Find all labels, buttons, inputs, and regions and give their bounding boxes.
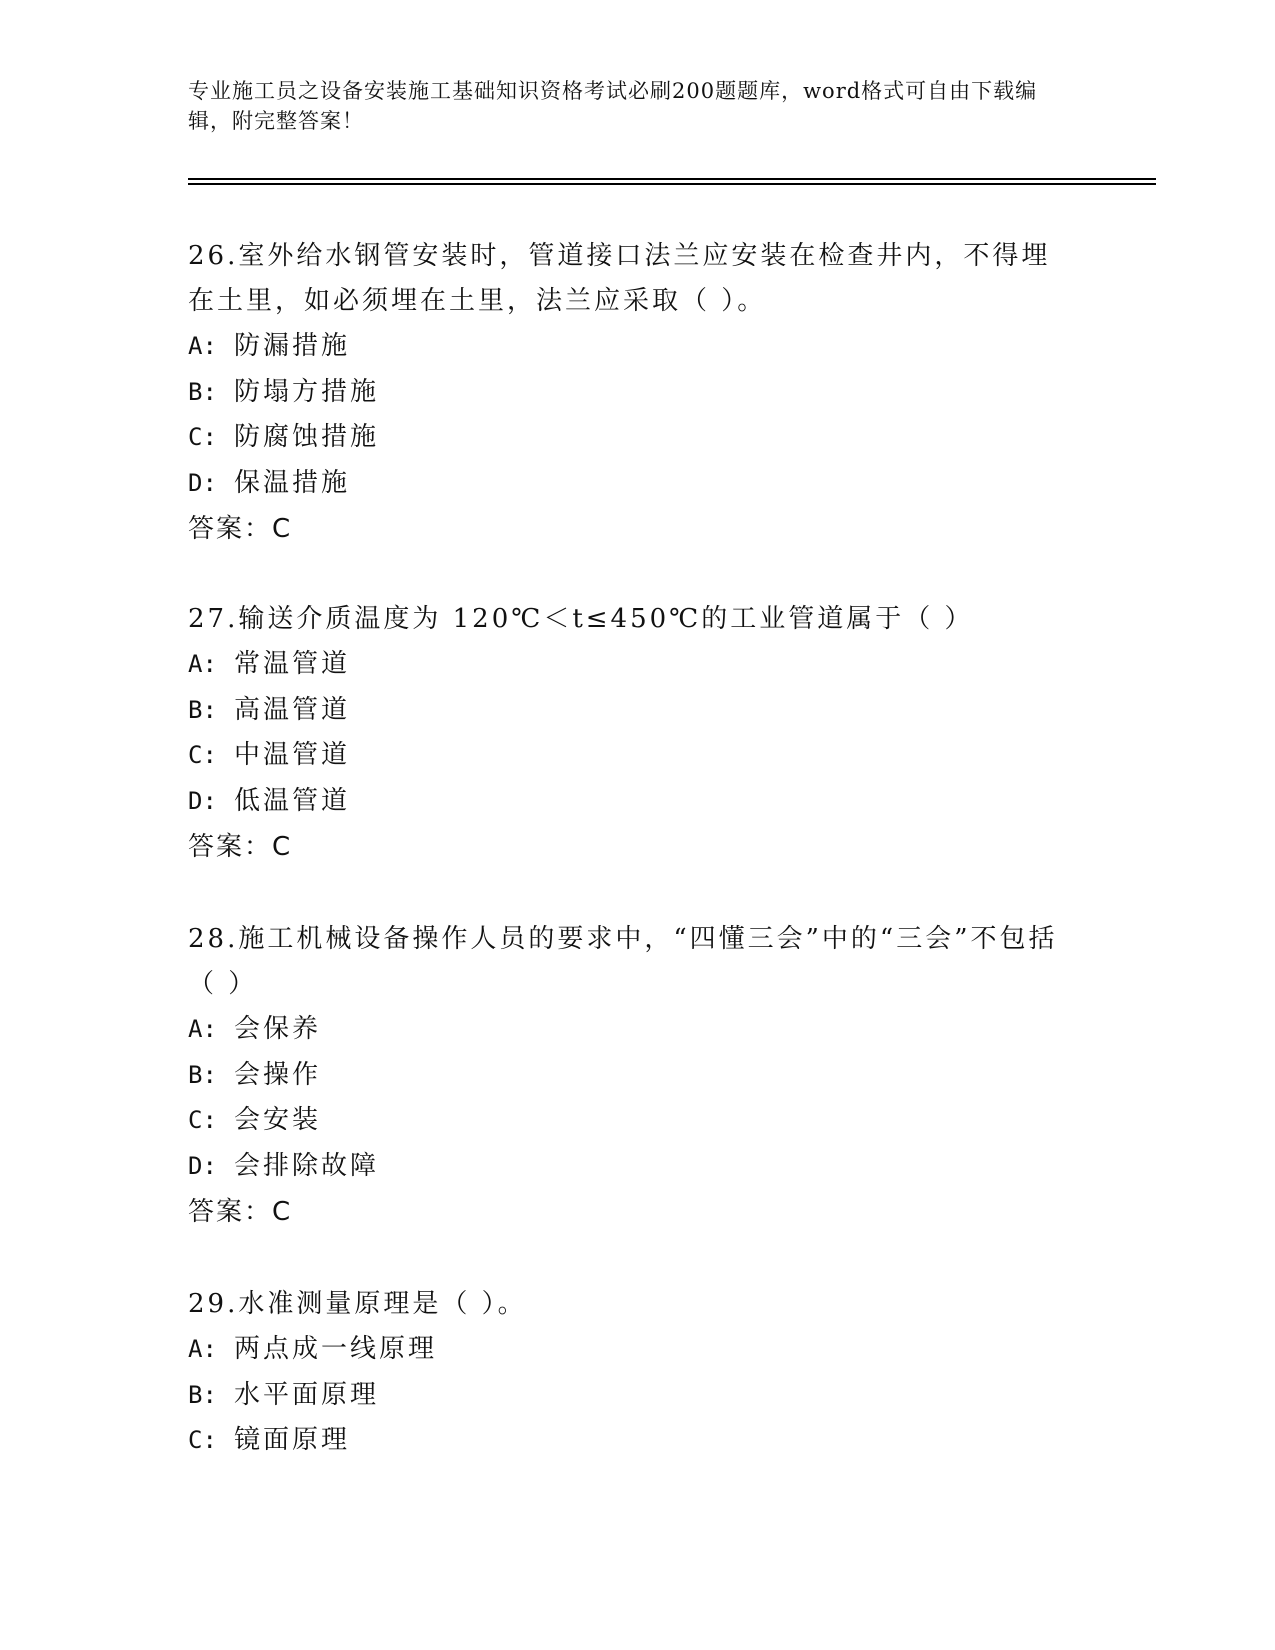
- option-text: 会排除故障: [234, 1150, 380, 1181]
- option-key: B:: [188, 377, 217, 406]
- option-key: A:: [188, 1015, 217, 1043]
- option-a: [188, 1327, 1068, 1373]
- question-28: [188, 917, 1068, 1235]
- option-text: 会安装: [234, 1105, 322, 1135]
- option-d: [188, 461, 1068, 507]
- option-d: [188, 779, 1068, 825]
- option-c: [188, 1098, 1068, 1144]
- header-divider-bottom: [188, 183, 1156, 185]
- option-d: [188, 1144, 1068, 1190]
- option-text: 低温管道: [234, 785, 351, 816]
- option-text: 常温管道: [234, 649, 351, 679]
- option-text: 镜面原理: [234, 1425, 351, 1455]
- option-b: [188, 1373, 1068, 1419]
- option-key: B:: [188, 1060, 217, 1089]
- option-key: B:: [188, 1380, 217, 1409]
- header-divider-top: [188, 178, 1156, 180]
- option-key: D:: [188, 468, 217, 497]
- option-b: [188, 370, 1068, 416]
- answer-line: 答案：C: [188, 1197, 293, 1227]
- option-text: 两点成一线原理: [234, 1334, 438, 1364]
- question-26: [188, 234, 1068, 552]
- answer-line: 答案：C: [188, 514, 293, 544]
- option-text: 中温管道: [234, 740, 351, 770]
- question-stem: 29.水准测量原理是（ ）。: [188, 1289, 527, 1319]
- answer-line: 答案：C: [188, 832, 293, 862]
- option-key: A:: [188, 650, 217, 678]
- question-stem: 28.施工机械设备操作人员的要求中，“四懂三会”中的“三会”不包括（ ）: [188, 924, 1058, 999]
- option-c: [188, 415, 1068, 461]
- question-27: [188, 597, 1068, 870]
- option-key: C:: [188, 741, 217, 769]
- option-a: [188, 1007, 1068, 1053]
- option-text: 高温管道: [234, 694, 351, 725]
- question-29: [188, 1282, 1068, 1464]
- option-b: [188, 1053, 1068, 1099]
- question-stem: 26.室外给水钢管安装时，管道接口法兰应安装在检查井内，不得埋在土里，如必须埋在土里，法兰应采取（ ）。: [188, 241, 1051, 316]
- option-key: C:: [188, 1426, 217, 1454]
- option-a: [188, 324, 1068, 370]
- document-header: 专业施工员之设备安装施工基础知识资格考试必刷200题题库，word格式可自由下载编辑，附完整答案！: [188, 79, 1038, 133]
- option-text: 水平面原理: [234, 1379, 380, 1410]
- question-stem: 27.输送介质温度为 120℃＜t≤450℃的工业管道属于（ ）: [188, 604, 974, 634]
- option-text: 防腐蚀措施: [234, 422, 380, 452]
- option-c: [188, 1418, 1068, 1464]
- option-key: A:: [188, 332, 217, 360]
- option-key: B:: [188, 695, 217, 724]
- option-text: 会保养: [234, 1014, 322, 1044]
- option-text: 防塌方措施: [234, 376, 380, 407]
- option-key: D:: [188, 786, 217, 815]
- option-key: D:: [188, 1151, 217, 1180]
- option-key: A:: [188, 1335, 217, 1363]
- option-key: C:: [188, 423, 217, 451]
- option-c: [188, 733, 1068, 779]
- option-a: [188, 642, 1068, 688]
- option-text: 会操作: [234, 1059, 322, 1090]
- option-text: 防漏措施: [234, 331, 351, 361]
- option-b: [188, 688, 1068, 734]
- option-text: 保温措施: [234, 467, 351, 498]
- option-key: C:: [188, 1106, 217, 1134]
